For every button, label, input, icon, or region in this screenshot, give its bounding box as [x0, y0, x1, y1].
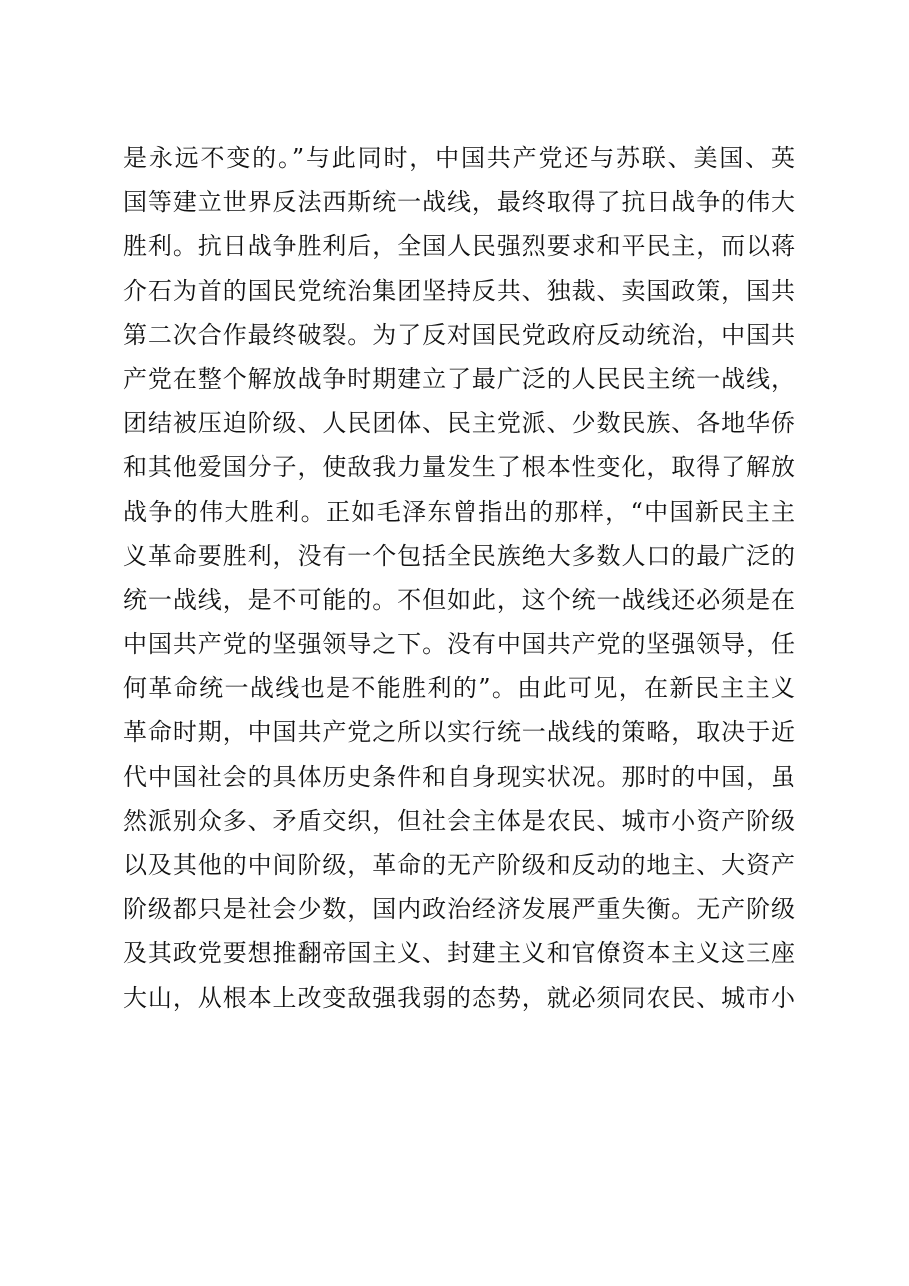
- text-line: 胜利。抗日战争胜利后，全国人民强烈要求和平民主，而以蒋: [123, 232, 795, 261]
- text-line: 大山，从根本上改变敌强我弱的态势，就必须同农民、城市小: [123, 983, 795, 1012]
- text-line: 然派别众多、矛盾交织，但社会主体是农民、城市小资产阶级: [123, 806, 795, 835]
- text-line: 战争的伟大胜利。正如毛泽东曾指出的那样，“中国新民主主: [123, 497, 795, 526]
- text-line: 是永远不变的。”与此同时，中国共产党还与苏联、美国、英: [123, 144, 795, 172]
- text-line: 统一战线，是不可能的。不但如此，这个统一战线还必须是在: [123, 585, 795, 614]
- text-line: 及其政党要想推翻帝国主义、封建主义和官僚资本主义这三座: [123, 939, 795, 968]
- text-line: 何革命统一战线也是不能胜利的”。由此可见，在新民主主义: [123, 674, 795, 703]
- text-line: 义革命要胜利，没有一个包括全民族绝大多数人口的最广泛的: [123, 541, 795, 570]
- text-line: 和其他爱国分子，使敌我力量发生了根本性变化，取得了解放: [123, 453, 795, 482]
- text-line: 革命时期，中国共产党之所以实行统一战线的策略，取决于近: [123, 718, 795, 747]
- text-line: 国等建立世界反法西斯统一战线，最终取得了抗日战争的伟大: [123, 188, 795, 217]
- text-line: 以及其他的中间阶级，革命的无产阶级和反动的地主、大资产: [123, 851, 795, 879]
- body-text: [123, 136, 795, 1020]
- text-line: 团结被压迫阶级、人民团体、民主党派、少数民族、各地华侨: [123, 409, 795, 438]
- text-line: 产党在整个解放战争时期建立了最广泛的人民民主统一战线，: [123, 364, 795, 393]
- text-line: 第二次合作最终破裂。为了反对国民党政府反动统治，中国共: [123, 320, 795, 349]
- text-line: 阶级都只是社会少数，国内政治经济发展严重失衡。无产阶级: [123, 895, 795, 924]
- text-line: 中国共产党的坚强领导之下。没有中国共产党的坚强领导，任: [123, 630, 795, 659]
- text-line: 代中国社会的具体历史条件和自身现实状况。那时的中国，虽: [123, 762, 795, 791]
- text-line: 介石为首的国民党统治集团坚持反共、独裁、卖国政策，国共: [123, 276, 795, 305]
